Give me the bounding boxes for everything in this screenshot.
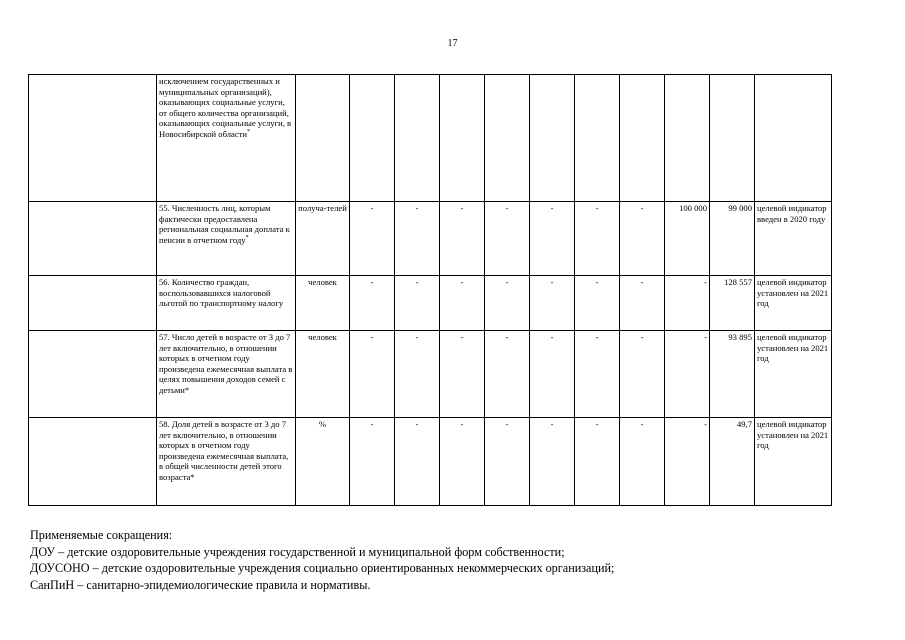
abbreviation-item: ДОУ – детские оздоровительные учреждения государственной и муниципальной форм собственности;: [30, 544, 565, 559]
unit-cell: человек: [296, 276, 350, 331]
table-row: [29, 276, 832, 331]
year-cell: -: [620, 276, 665, 331]
year-cell: -: [440, 418, 485, 506]
year-cell: -: [350, 202, 395, 276]
year-cell: -: [575, 418, 620, 506]
note-cell: целевой индикатор установлен на 2021 год: [755, 276, 832, 331]
indicator-cell: 57. Число детей в возрасте от 3 до 7 лет включительно, в отношении которых в отчетном году произведена ежемесячная выплата в целях повышения доходов семей с детьми*: [157, 331, 296, 418]
row-group-cell: [29, 202, 157, 276]
year-cell: 49,7: [710, 418, 755, 506]
indicator-cell: исключением государственных и муниципальных организаций), оказывающих социальные услуги, от общего количества организаций, оказывающих социальные услуги, в Новосибирской области*: [157, 75, 296, 202]
year-cell: [665, 75, 710, 202]
year-cell: -: [620, 202, 665, 276]
indicators-table: [28, 74, 832, 506]
year-cell: -: [665, 418, 710, 506]
unit-cell: [296, 75, 350, 202]
year-cell: -: [530, 418, 575, 506]
year-cell: -: [485, 276, 530, 331]
row-group-cell: [29, 331, 157, 418]
year-cell: [440, 75, 485, 202]
year-cell: -: [485, 331, 530, 418]
year-cell: -: [395, 276, 440, 331]
abbreviation-item: ДОУСОНО – детские оздоровительные учреждения социально ориентированных некоммерческих организаций;: [30, 561, 615, 575]
table-row: [29, 418, 832, 506]
year-cell: -: [530, 202, 575, 276]
year-cell: -: [575, 202, 620, 276]
year-cell: -: [575, 276, 620, 331]
year-cell: [350, 75, 395, 202]
year-cell: -: [440, 276, 485, 331]
indicator-cell: 55. Численность лиц, которым фактически предоставлена региональная социальная доплата к пенсии в отчетном году*: [157, 202, 296, 276]
year-cell: -: [665, 276, 710, 331]
year-cell: 99 000: [710, 202, 755, 276]
table-row: [29, 202, 832, 276]
year-cell: [575, 75, 620, 202]
year-cell: [710, 75, 755, 202]
year-cell: 100 000: [665, 202, 710, 276]
year-cell: -: [620, 418, 665, 506]
indicator-cell: 58. Доля детей в возрасте от 3 до 7 лет включительно, в отношении которых в отчетном году произведена ежемесячная выплата, в общей численности детей этого возраста*: [157, 418, 296, 506]
year-cell: -: [350, 331, 395, 418]
year-cell: -: [620, 331, 665, 418]
abbreviations-heading: Применяемые сокращения:: [30, 528, 173, 542]
row-group-cell: [29, 75, 157, 202]
year-cell: -: [395, 418, 440, 506]
year-cell: -: [530, 276, 575, 331]
year-cell: [620, 75, 665, 202]
note-cell: [755, 75, 832, 202]
row-group-cell: [29, 276, 157, 331]
unit-cell: %: [296, 418, 350, 506]
abbreviation-item: СанПиН – санитарно-эпидемиологические правила и нормативы.: [30, 577, 371, 592]
year-cell: -: [665, 331, 710, 418]
unit-cell: человек: [296, 331, 350, 418]
table-row: [29, 75, 832, 202]
page-number: 17: [447, 38, 458, 49]
year-cell: -: [485, 202, 530, 276]
unit-cell: получа-телей: [296, 202, 350, 276]
year-cell: -: [575, 331, 620, 418]
indicator-cell: 56. Количество граждан, воспользовавшихся налоговой льготой по транспортному налогу: [157, 276, 296, 331]
year-cell: 128 557: [710, 276, 755, 331]
year-cell: [395, 75, 440, 202]
year-cell: [485, 75, 530, 202]
year-cell: -: [350, 418, 395, 506]
note-cell: целевой индикатор установлен на 2021 год: [755, 331, 832, 418]
table-row: [29, 331, 832, 418]
year-cell: -: [350, 276, 395, 331]
year-cell: -: [485, 418, 530, 506]
abbreviations-block: [30, 527, 880, 593]
note-cell: целевой индикатор введен в 2020 году: [755, 202, 832, 276]
year-cell: -: [440, 331, 485, 418]
note-cell: целевой индикатор установлен на 2021 год: [755, 418, 832, 506]
year-cell: -: [395, 331, 440, 418]
year-cell: [530, 75, 575, 202]
year-cell: -: [440, 202, 485, 276]
year-cell: -: [530, 331, 575, 418]
year-cell: -: [395, 202, 440, 276]
year-cell: 93 895: [710, 331, 755, 418]
row-group-cell: [29, 418, 157, 506]
